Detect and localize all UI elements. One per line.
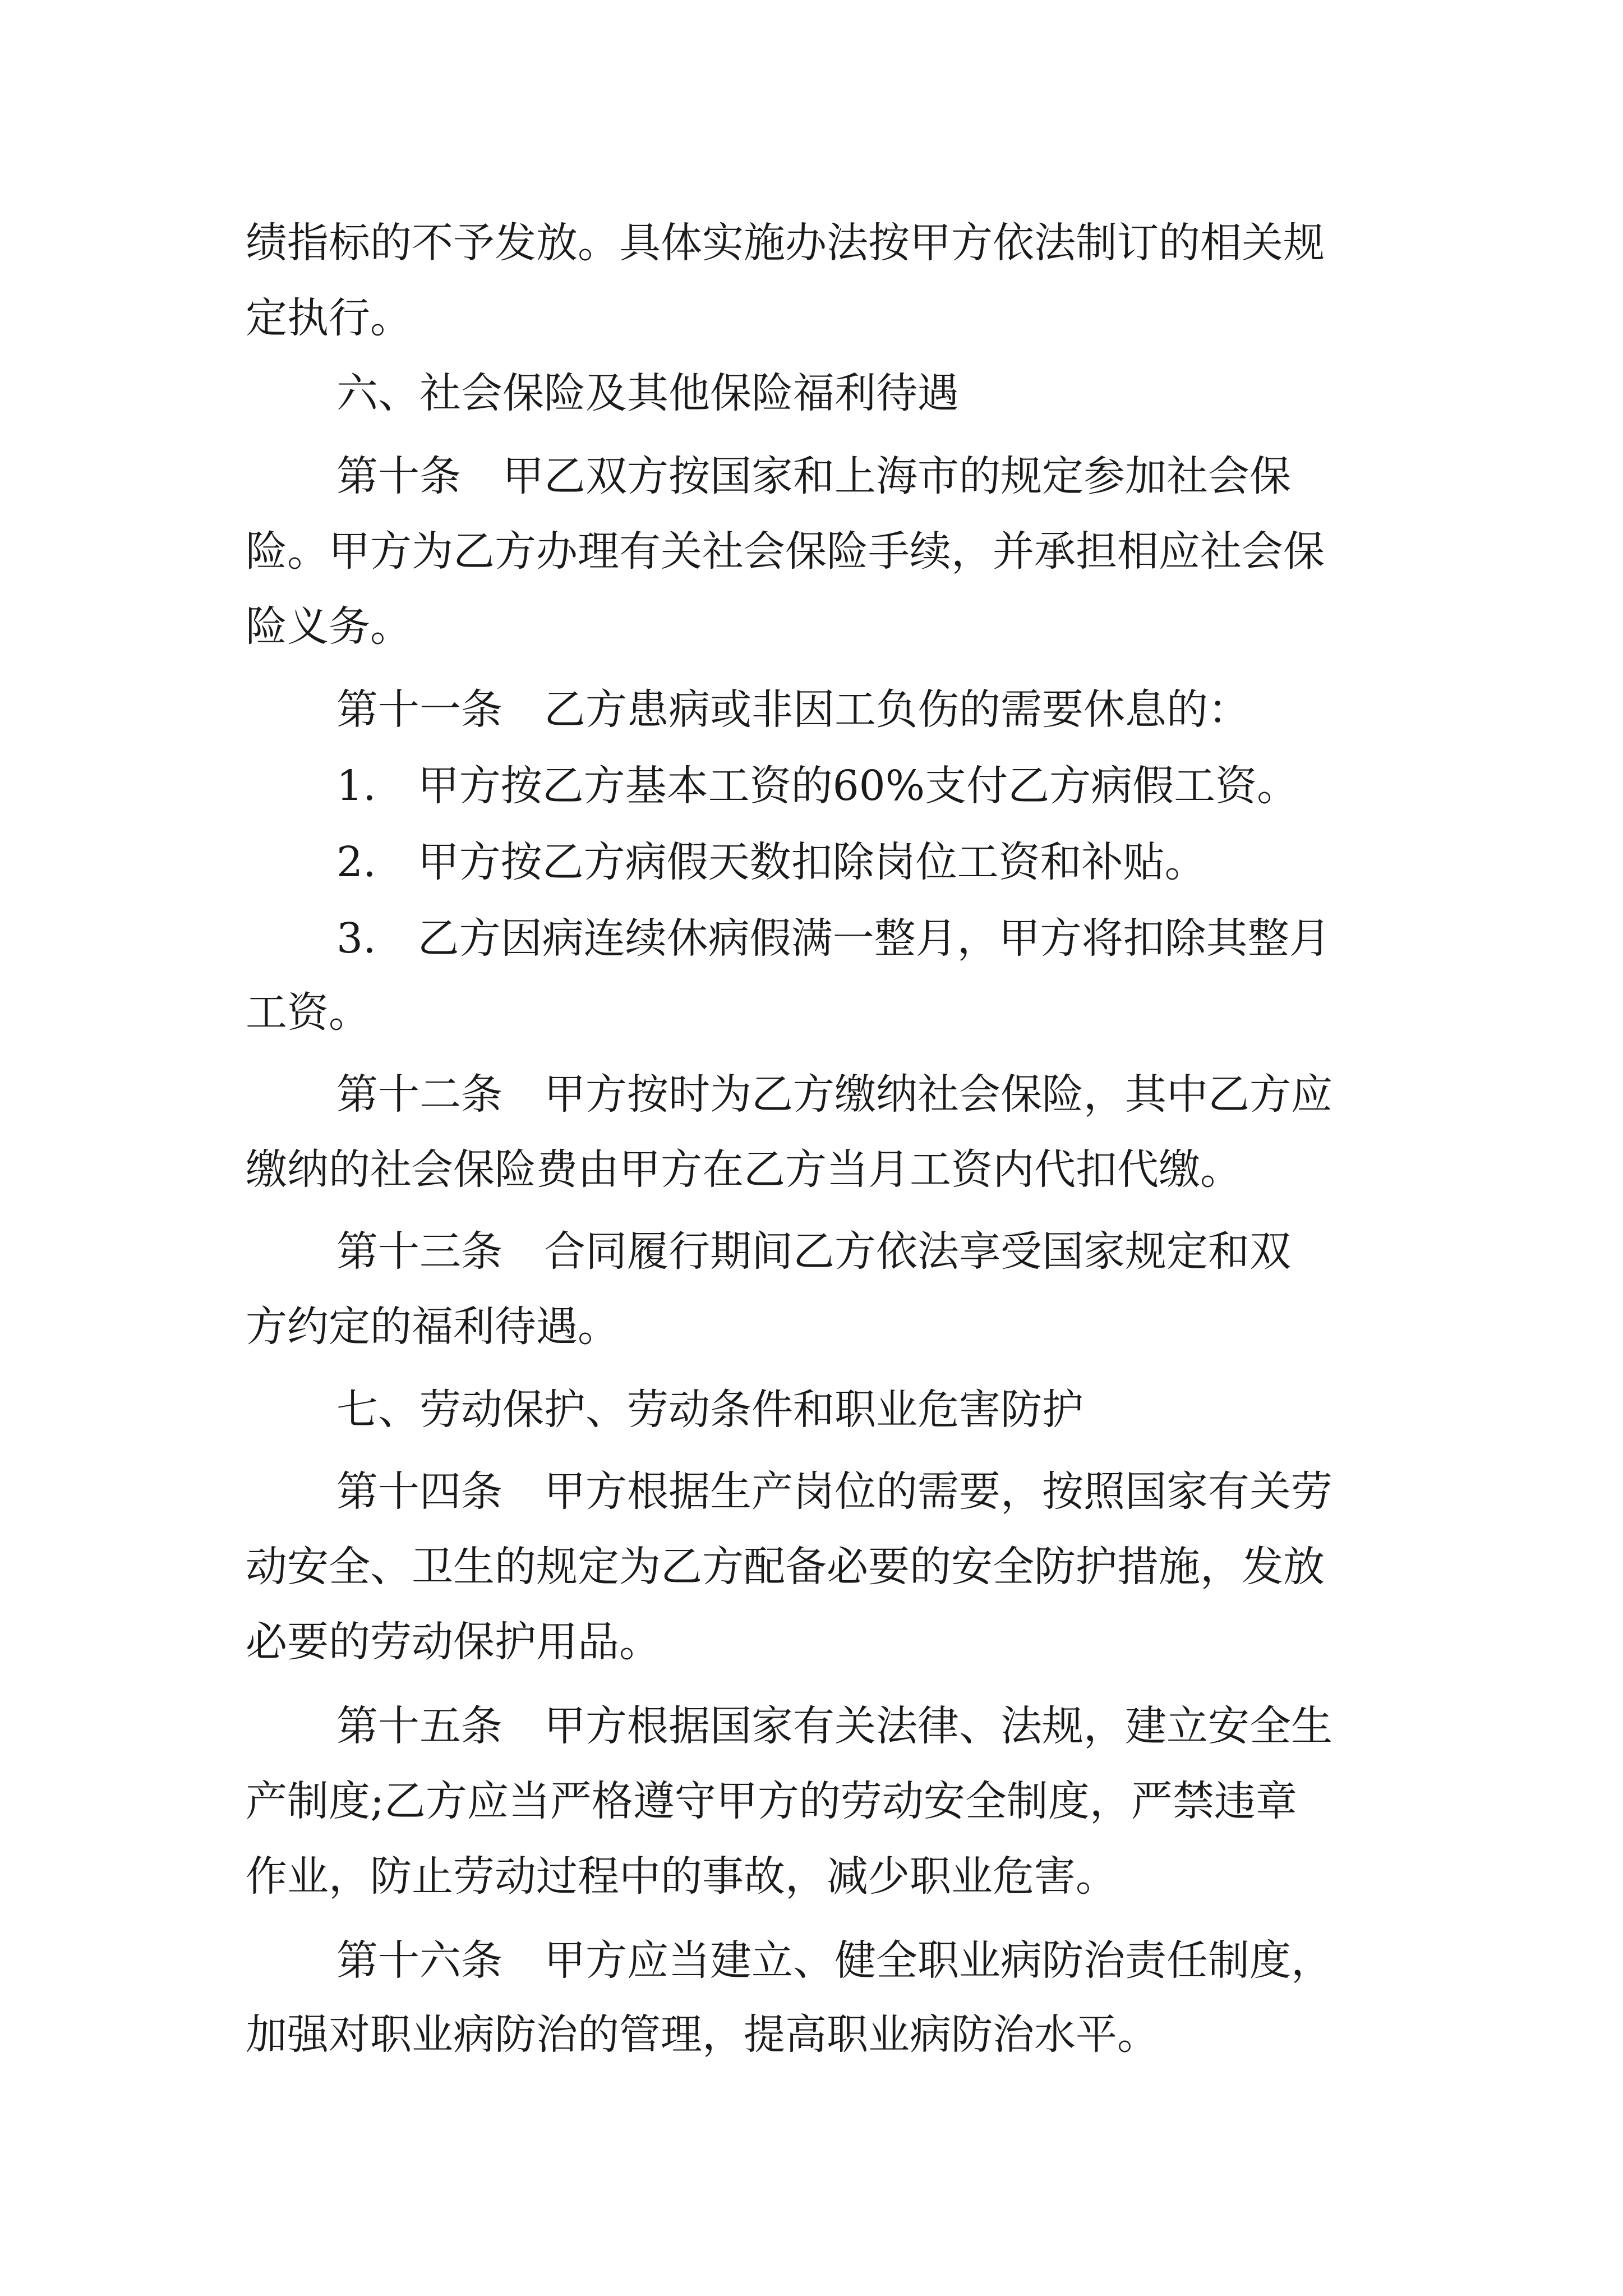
text-line: 产制度;乙方应当严格遵守甲方的劳动安全制度，严禁违章 <box>246 1777 1297 1825</box>
section-heading: 六、社会保险及其他保险福利待遇 <box>336 369 959 417</box>
text-line: 绩指标的不予发放。具体实施办法按甲方依法制订的相关规 <box>246 219 1325 267</box>
clause-line: 第十三条 合同履行期间乙方依法享受国家规定和双 <box>336 1227 1291 1276</box>
text-line: 作业，防止劳动过程中的事故，减少职业危害。 <box>246 1852 1117 1901</box>
clause-line: 第十五条 甲方根据国家有关法律、法规，建立安全生 <box>336 1702 1332 1750</box>
list-item: 1. 甲方按乙方基本工资的60%支付乙方病假工资。 <box>336 762 1299 810</box>
text-line: 加强对职业病防治的管理，提高职业病防治水平。 <box>246 2010 1159 2059</box>
section-heading: 七、劳动保护、劳动条件和职业危害防护 <box>336 1386 1083 1434</box>
text-line: 方约定的福利待遇。 <box>246 1303 619 1351</box>
text-line: 工资。 <box>246 988 370 1037</box>
clause-line: 第十六条 甲方应当建立、健全职业病防治责任制度， <box>336 1936 1332 1985</box>
list-item: 3. 乙方因病连续休病假满一整月，甲方将扣除其整月 <box>336 914 1331 963</box>
text-line: 险。甲方为乙方办理有关社会保险手续，并承担相应社会保 <box>246 527 1325 576</box>
clause-line: 第十一条 乙方患病或非因工负伤的需要休息的： <box>336 685 1249 734</box>
clause-line: 第十条 甲乙双方按国家和上海市的规定参加社会保 <box>336 452 1291 500</box>
clause-line: 第十二条 甲方按时为乙方缴纳社会保险，其中乙方应 <box>336 1070 1332 1119</box>
list-item: 2. 甲方按乙方病假天数扣除岗位工资和补贴。 <box>336 838 1206 886</box>
clause-line: 第十四条 甲方根据生产岗位的需要，按照国家有关劳 <box>336 1467 1332 1516</box>
text-line: 险义务。 <box>246 602 412 651</box>
text-line: 动安全、卫生的规定为乙方配备必要的安全防护措施，发放 <box>246 1543 1325 1591</box>
text-line: 缴纳的社会保险费由甲方在乙方当月工资内代扣代缴。 <box>246 1145 1242 1194</box>
text-line: 必要的劳动保护用品。 <box>246 1618 661 1666</box>
text-line: 定执行。 <box>246 294 412 342</box>
